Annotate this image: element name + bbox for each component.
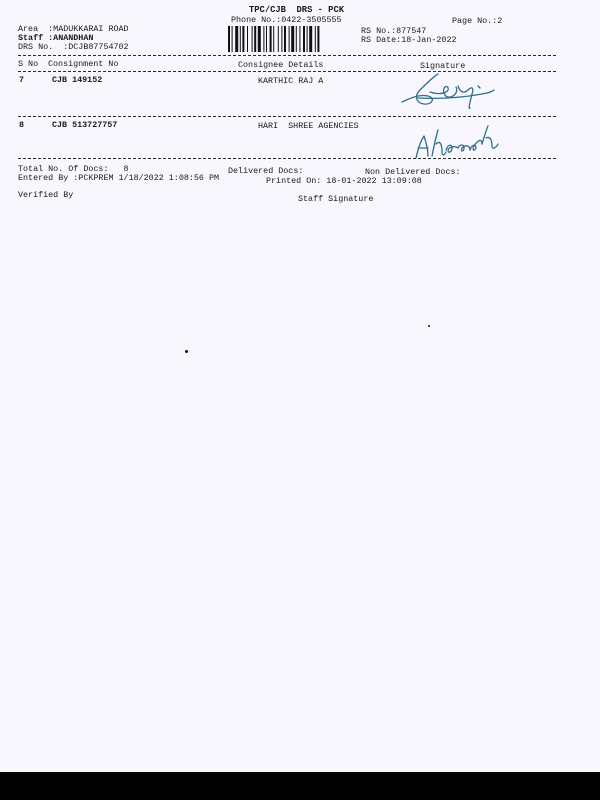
barcode-bar (299, 26, 300, 52)
printed-on: Printed On: 18-01-2022 13:09:08 (266, 176, 422, 186)
area-field: Area :MADUKKARAI ROAD (18, 24, 129, 34)
barcode-bar (315, 26, 316, 52)
barcode-bar (235, 26, 238, 52)
barcode-icon (228, 26, 356, 52)
staff-signature-label: Staff Signature (298, 194, 374, 204)
row-8-consignment: CJB 513727757 (52, 120, 118, 130)
barcode-bar (263, 26, 264, 52)
delivered-docs: Delivered Docs: (228, 166, 304, 176)
barcode-bar (232, 26, 233, 52)
barcode-bar (291, 26, 294, 52)
column-sno: S No (18, 59, 39, 69)
barcode-bar (289, 26, 290, 52)
document-title: TPC/CJB DRS - PCK (249, 5, 345, 15)
row-7-consignment: CJB 149152 (52, 75, 103, 85)
drs-number: DRS No. :DCJB87754702 (18, 42, 129, 52)
row-8-consignee: HARI SHREE AGENCIES (258, 121, 359, 131)
barcode-bar (309, 26, 312, 52)
rs-number: RS No.:877547 (361, 26, 427, 36)
staff-field: Staff :ANANDHAN (18, 33, 94, 43)
total-docs: Total No. Of Docs: 8 (18, 164, 129, 174)
rs-date: RS Date:18-Jan-2022 (361, 35, 457, 45)
signature-row-8 (412, 122, 516, 162)
barcode-bar (303, 26, 305, 52)
barcode-bar (228, 26, 230, 52)
barcode-bar (254, 26, 256, 52)
header-divider-top (18, 55, 556, 56)
barcode-bar (258, 26, 261, 52)
phone-number: Phone No.:0422-3505555 (231, 15, 342, 25)
row-divider (18, 116, 556, 117)
verified-by-label: Verified By (18, 190, 74, 200)
barcode-bar (240, 26, 241, 52)
barcode-bar (247, 26, 248, 52)
barcode-bar (281, 26, 282, 52)
column-consignee: Consignee Details (238, 60, 324, 70)
scan-speck (185, 350, 188, 353)
barcode-bar (307, 26, 308, 52)
row-7-sno: 7 (19, 75, 25, 85)
row-8-sno: 8 (19, 120, 25, 130)
barcode-bar (273, 26, 274, 52)
non-delivered-docs: Non Delivered Docs: (365, 167, 461, 177)
entered-by: Entered By :PCKPREM 1/18/2022 1:08:56 PM (18, 173, 220, 183)
row-7-consignee: KARTHIC RAJ A (258, 76, 324, 86)
barcode-bar (266, 26, 267, 52)
barcode-bar (278, 26, 279, 52)
page-number: Page No.:2 (452, 16, 503, 26)
scan-speck (428, 325, 430, 327)
barcode-bar (296, 26, 297, 52)
footer-divider (18, 158, 556, 159)
column-signature: Signature (420, 61, 466, 71)
barcode-bar (270, 26, 272, 52)
barcode-bar (284, 26, 286, 52)
barcode-bar (252, 26, 253, 52)
barcode-bar (317, 26, 319, 52)
barcode-bar (242, 26, 244, 52)
column-consignment: Consignment No (48, 59, 119, 69)
scanner-edge (0, 772, 600, 800)
signature-row-7 (398, 72, 498, 112)
